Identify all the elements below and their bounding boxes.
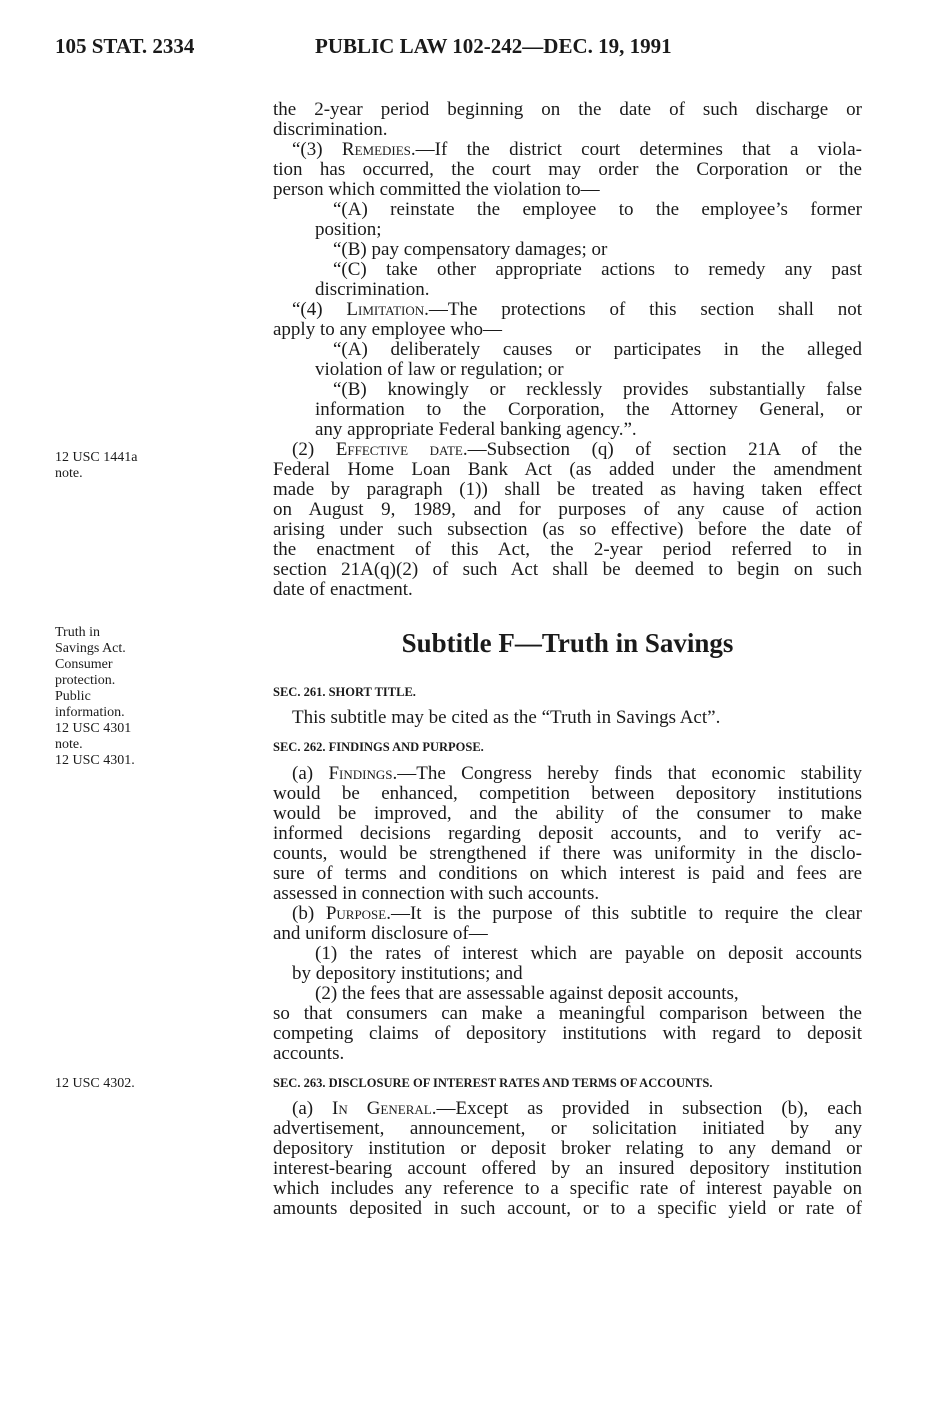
paragraph-caption: Findings	[328, 763, 393, 784]
text-line: assessed in connection with such accounts.	[273, 883, 600, 904]
subtitle-heading: Subtitle F—Truth in Savings	[401, 628, 734, 658]
margin-note-line: Savings Act.	[55, 641, 126, 656]
text-line: and uniform disclosure of—	[273, 923, 488, 944]
text-line: Federal Home Loan Bank Act (as added under the amendment	[273, 459, 862, 480]
text-line: on August 9, 1989, and for purposes of any cause of action	[273, 499, 862, 520]
text-line: would be improved, and the ability of the consumer to make	[273, 803, 862, 824]
margin-note-line: note.	[55, 737, 83, 752]
text-line: “(A) deliberately causes or participates in the alleged	[333, 339, 862, 360]
text: .—It is the purpose of this subtitle to require the clear	[386, 903, 863, 924]
text-line: information to the Corporation, the Attorney General, or	[315, 399, 862, 420]
text-line: (2) the fees that are assessable against deposit accounts,	[315, 983, 739, 1004]
section-261-heading: SEC. 261. SHORT TITLE.	[273, 685, 416, 699]
paragraph-caption: Remedies	[341, 139, 411, 160]
text-line: depository institution or deposit broker relating to any demand or	[273, 1138, 862, 1159]
text: .—Except as provided in subsection (b), each	[431, 1098, 862, 1119]
margin-note-line: Public	[55, 689, 91, 704]
text-line: made by paragraph (1)) shall be treated as having taken effect	[273, 479, 862, 500]
paragraph-caption: Effective date	[335, 439, 463, 460]
section-263-heading: SEC. 263. DISCLOSURE OF INTEREST RATES AND TERMS OF ACCOUNTS.	[273, 1076, 713, 1090]
margin-note-line: protection.	[55, 673, 116, 688]
text-line: competing claims of depository institutions with regard to deposit	[273, 1023, 862, 1044]
running-header: PUBLIC LAW 102-242—DEC. 19, 1991	[315, 34, 672, 58]
text-line: advertisement, announcement, or solicitation initiated by any	[273, 1118, 862, 1139]
text-line: “(B) pay compensatory damages; or	[333, 239, 608, 260]
paragraph-in-general	[292, 1099, 862, 1119]
text: .—The Congress hereby finds that economic stability	[392, 763, 862, 784]
margin-note-line: 12 USC 4302.	[55, 1076, 135, 1091]
text: .—Subsection (q) of section 21A of the	[462, 439, 863, 460]
margin-note-line: 12 USC 1441a	[55, 450, 138, 465]
paragraph-limitation	[292, 300, 862, 320]
text: (a)	[292, 1098, 333, 1119]
text: .—The protections of this section shall not	[424, 299, 862, 320]
text-line: the 2-year period beginning on the date of such discharge or	[273, 99, 862, 120]
text-line: (1) the rates of interest which are payable on deposit accounts	[315, 943, 862, 964]
text-line: any appropriate Federal banking agency.”.	[315, 419, 637, 440]
text-line: This subtitle may be cited as the “Truth in Savings Act”.	[292, 707, 721, 728]
text-line: “(C) take other appropriate actions to remedy any past	[333, 259, 862, 280]
text-line: section 21A(q)(2) of such Act shall be deemed to begin on such	[273, 559, 862, 580]
text-line: counts, would be strengthened if there was uniformity in the disclo-	[273, 843, 862, 864]
text-line: tion has occurred, the court may order the Corporation or the	[273, 159, 862, 180]
text-line: by depository institutions; and	[292, 963, 523, 984]
text-line: would be enhanced, competition between depository institutions	[273, 783, 862, 804]
text: (2)	[292, 439, 336, 460]
text-line: so that consumers can make a meaningful comparison between the	[273, 1003, 862, 1024]
text-line: apply to any employee who—	[273, 319, 503, 340]
text-line: which includes any reference to a specific rate of interest payable on	[273, 1178, 862, 1199]
text-line: arising under such subsection (as so effective) before the date of	[273, 519, 862, 540]
text: “(4)	[292, 299, 347, 320]
margin-note-line: Consumer	[55, 657, 113, 672]
paragraph-findings	[292, 764, 862, 784]
margin-note-1441a	[55, 450, 137, 482]
margin-note-truth-in-savings	[55, 625, 135, 769]
margin-note-line: information.	[55, 705, 125, 720]
margin-note-line: 12 USC 4301.	[55, 753, 135, 768]
paragraph-effective-date	[292, 440, 862, 460]
text-line: the enactment of this Act, the 2-year period referred to in	[273, 539, 862, 560]
margin-note-line: 12 USC 4301	[55, 721, 132, 736]
text-line: sure of terms and conditions on which interest is paid and fees are	[273, 863, 862, 884]
text: (b)	[292, 903, 326, 924]
text-line: interest-bearing account offered by an insured depository institution	[273, 1158, 862, 1179]
paragraph-purpose	[292, 904, 862, 924]
text-line: discrimination.	[273, 119, 388, 140]
text-line: informed decisions regarding deposit accounts, and to verify ac-	[273, 823, 862, 844]
page-stat-citation: 105 STAT. 2334	[55, 34, 195, 58]
text: (a)	[292, 763, 329, 784]
text-line: accounts.	[273, 1043, 345, 1064]
paragraph-caption: Limitation	[346, 299, 425, 320]
margin-note-line: note.	[55, 466, 83, 481]
paragraph-remedies	[292, 140, 862, 160]
text-line: amounts deposited in such account, or to a specific yield or rate of	[273, 1198, 862, 1219]
text-line: person which committed the violation to—	[273, 179, 600, 200]
paragraph-caption: In General	[332, 1098, 432, 1119]
margin-note-4302	[55, 1076, 135, 1092]
text-line: “(A) reinstate the employee to the employee’s former	[333, 199, 862, 220]
paragraph-caption: Purpose	[325, 903, 387, 924]
text-line: date of enactment.	[273, 579, 413, 600]
margin-note-line: Truth in	[55, 625, 101, 640]
text-line: position;	[315, 219, 382, 240]
text: .—If the district court determines that a viola-	[410, 139, 862, 160]
text-line: violation of law or regulation; or	[315, 359, 564, 380]
text-line: “(B) knowingly or recklessly provides substantially false	[333, 379, 862, 400]
text-line: discrimination.	[315, 279, 430, 300]
section-262-heading: SEC. 262. FINDINGS AND PURPOSE.	[273, 740, 484, 754]
text: “(3)	[292, 139, 342, 160]
